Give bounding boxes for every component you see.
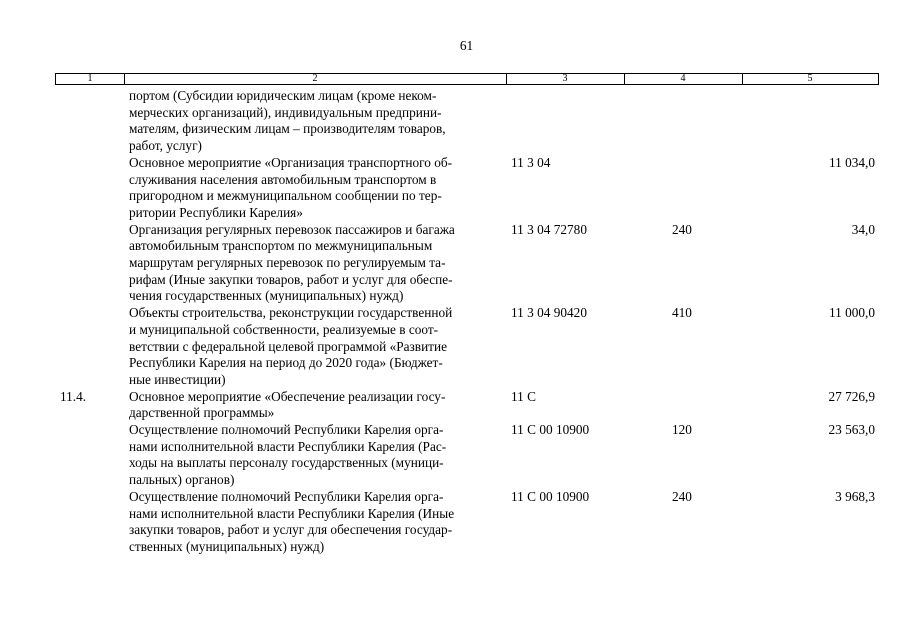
row-description <box>129 422 501 489</box>
description-line: нами исполнительной власти Республики Карелия (Рас- <box>129 438 447 454</box>
row-code: 11 С 00 10900 <box>511 488 590 504</box>
description-line: мателям, физическим лицам – производителям товаров, <box>129 121 446 137</box>
description-line: дарственной программы» <box>129 405 275 421</box>
description-line: нами исполнительной власти Республики Карелия (Иные <box>129 505 455 521</box>
row-description <box>129 222 501 306</box>
row-expense-type: 120 <box>672 422 692 437</box>
description-line: портом (Субсидии юридическим лицам (кроме неком- <box>129 88 437 103</box>
row-expense-type: 240 <box>672 221 692 237</box>
description-line: пальных) органов) <box>129 472 235 488</box>
row-number: 11.4. <box>60 388 87 404</box>
header-col-3: 3 <box>506 74 625 84</box>
row-description <box>129 155 501 222</box>
description-line: автомобильным транспортом по межмуниципальным <box>129 238 433 254</box>
description-line: Республики Карелия на период до 2020 года» (Бюджет- <box>129 355 443 371</box>
header-col-1: 1 <box>56 74 125 84</box>
row-expense-type: 240 <box>672 488 692 504</box>
description-line: Объекты строительства, реконструкции государственной <box>129 305 453 321</box>
description-line: Организация регулярных перевозок пассажиров и багажа <box>129 221 455 237</box>
header-col-2: 2 <box>124 74 507 84</box>
description-line: ходы на выплаты персоналу государственных (муници- <box>129 455 444 471</box>
description-line: Осуществление полномочий Республики Карелия орга- <box>129 488 444 504</box>
row-description <box>129 305 501 389</box>
header-col-5: 5 <box>807 73 813 84</box>
row-sum: 11 034,0 <box>828 154 875 170</box>
description-line: закупки товаров, работ и услуг для обеспечения государ- <box>129 522 453 538</box>
row-code: 11 С 00 10900 <box>511 422 590 437</box>
row-code: 11 3 04 90420 <box>511 305 587 321</box>
description-line: маршрутам регулярных перевозок по регулируемым та- <box>129 255 446 270</box>
description-line: чения государственных (муниципальных) нужд) <box>129 288 404 304</box>
row-sum: 34,0 <box>851 221 875 237</box>
description-line: работ, услуг) <box>129 138 202 154</box>
description-line: пригородном и межмуниципальном сообщении по тер- <box>129 188 442 204</box>
description-line: служивания населения автомобильным транспортом в <box>129 171 437 187</box>
description-line: ные инвестиции) <box>129 371 226 387</box>
description-line: ственных (муниципальных) нужд) <box>129 538 325 554</box>
row-code: 11 3 04 <box>511 154 551 170</box>
description-line: и муниципальной собственности, реализуемые в соот- <box>129 321 439 337</box>
row-description <box>129 88 501 155</box>
row-description <box>129 389 501 422</box>
row-code: 11 С <box>511 388 536 404</box>
description-line: ритории Республики Карелия» <box>129 204 303 220</box>
header-col-4: 4 <box>624 74 743 84</box>
page-number: 61 <box>459 38 474 53</box>
description-line: ветствии с федеральной целевой программой «Развитие <box>129 338 448 354</box>
row-sum: 3 968,3 <box>835 488 875 504</box>
description-line: мерческих организаций), индивидуальным предприни- <box>129 104 442 120</box>
row-sum: 11 000,0 <box>828 305 875 321</box>
row-sum: 23 563,0 <box>828 422 875 437</box>
description-line: рифам (Иные закупки товаров, работ и услуг для обеспе- <box>129 271 453 287</box>
row-expense-type: 410 <box>672 305 692 321</box>
description-line: Основное мероприятие «Обеспечение реализации госу- <box>129 388 446 404</box>
row-description <box>129 489 501 556</box>
description-line: Осуществление полномочий Республики Карелия орга- <box>129 422 444 437</box>
description-line: Основное мероприятие «Организация транспортного об- <box>129 154 453 170</box>
row-code: 11 3 04 72780 <box>511 221 587 237</box>
row-sum: 27 726,9 <box>828 388 875 404</box>
table-header <box>55 73 879 85</box>
